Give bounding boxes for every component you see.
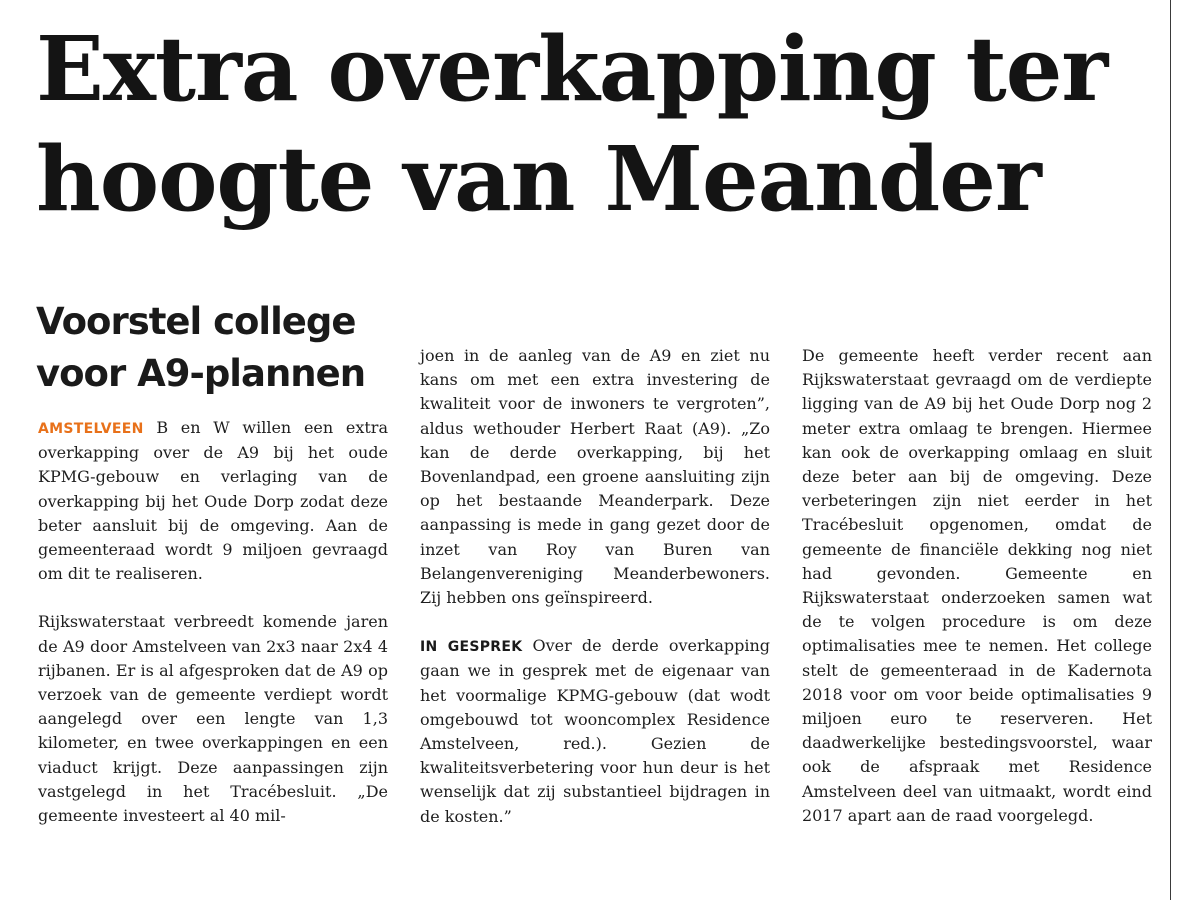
subhead-line-2: voor A9-plannen xyxy=(36,352,366,395)
column-1-paragraph-1 xyxy=(38,416,388,586)
headline-line-1: Extra overkapping ter xyxy=(36,16,1108,121)
column-2-paragraph-2 xyxy=(420,634,770,829)
column-2-paragraph-1: joen in de aanleg van de A9 en ziet nu kans om met een extra investering de kwaliteit voor de inwoners te vergroten”, aldus wethouder Herbert Raat (A9). „Zo kan de derde overkapping, bij het Bovenlandpad, een groene aansluiting zijn op het bestaande Meanderpark. Deze aanpassing is mede in gang gezet door de inzet van Roy van Buren van Belangenvereniging Meanderbewoners. Zij hebben ons geïnspireerd. xyxy=(420,346,770,608)
article-column-1 xyxy=(38,416,388,828)
column-2-body-text: Over de derde overkapping gaan we in gesprek met de eigenaar van het voormalige KPMG-gebouw (dat wodt omgebouwd tot wooncomplex Residence Amstelveen, red.). Gezien de kwaliteitsverbetering voor hun deur is het wenselijk dat zij substantieel bijdragen in de kosten.” xyxy=(420,636,771,826)
column-1-lead-text: B en W willen een extra overkapping over de A9 bij het oude KPMG-gebouw en verlaging van de overkapping bij het Oude Dorp zodat deze beter aansluit bij de omgeving. Aan de gemeenteraad wordt 9 miljoen gevraagd om dit te realiseren. xyxy=(38,418,388,584)
dateline-kicker: AMSTELVEEN xyxy=(38,421,144,437)
subhead-line-1: Voorstel college xyxy=(36,300,356,343)
paragraph-spacer xyxy=(38,586,388,610)
headline-line-2: hoogte van Meander xyxy=(36,126,1041,231)
article-headline xyxy=(36,14,1166,234)
section-kicker: IN GESPREK xyxy=(420,639,523,656)
page-edge-divider xyxy=(1170,0,1171,900)
article-column-2 xyxy=(420,344,770,829)
column-3-paragraph-1: De gemeente heeft verder recent aan Rijkswaterstaat gevraagd om de verdiepte ligging van de A9 bij het Oude Dorp nog 2 meter extra omlaag te brengen. Hiermee kan ook de overkapping omlaag en sluit deze beter aan bij de omgeving. Deze verbeteringen zijn niet eerder in het Tracébesluit opgenomen, omdat de gemeente de financiële dekking nog niet had gevonden. Gemeente en Rijkswaterstaat onderzoeken samen wat de te volgen procedure is om deze optimalisaties mee te nemen. Het college stelt de gemeenteraad in de Kadernota 2018 voor om voor beide optimalisaties 9 miljoen euro te reserveren. Het daadwerkelijke bestedingsvoorstel, waar ook de afspraak met Residence Amstelveen deel van uitmaakt, wordt eind 2017 apart aan de raad voorgelegd. xyxy=(802,346,1152,825)
article-subheadline xyxy=(36,296,416,400)
column-1-paragraph-2: Rijkswaterstaat verbreedt komende jaren de A9 door Amstelveen van 2x3 naar 2x4 4 rijbanen. Er is al afgesproken dat de A9 op verzoek van de gemeente verdiept wordt aangelegd over een lengte van 1,3 kilometer, en twee overkappingen en een viaduct krijgt. Deze aanpassingen zijn vastgelegd in het Tracébesluit. „De gemeente investeert al 40 mil- xyxy=(38,612,388,826)
article-column-3 xyxy=(802,344,1152,828)
paragraph-spacer xyxy=(420,610,770,634)
